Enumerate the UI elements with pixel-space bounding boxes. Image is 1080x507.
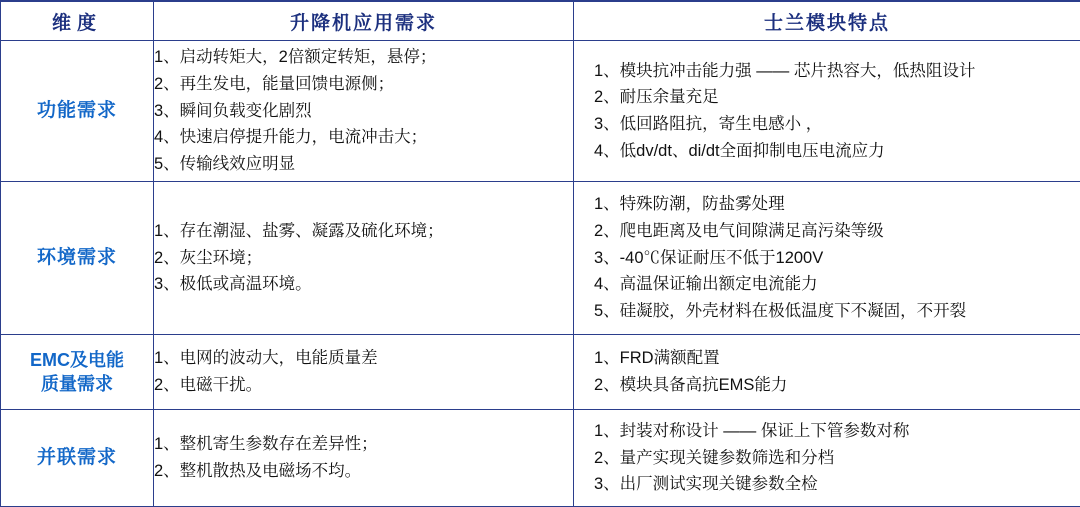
feature-line: 1、FRD满额配置	[594, 345, 1080, 372]
requirement-line: 2、整机散热及电磁场不均。	[154, 458, 573, 485]
requirement-line: 1、电网的波动大，电能质量差	[154, 345, 573, 372]
feature-line: 1、特殊防潮，防盐雾处理	[594, 191, 1080, 218]
feature-line: 3、低回路阻抗，寄生电感小 ，	[594, 111, 1080, 138]
column-header-requirements: 升降机应用需求	[154, 1, 574, 41]
feature-line: 4、高温保证输出额定电流能力	[594, 271, 1080, 298]
feature-line: 2、模块具备高抗EMS能力	[594, 372, 1080, 399]
requirements-cell-environment	[154, 182, 574, 335]
requirement-line: 1、整机寄生参数存在差异性；	[154, 431, 573, 458]
column-header-dimension: 维度	[1, 1, 154, 41]
dimension-label-line2: 质量需求	[1, 372, 153, 396]
feature-line: 3、出厂测试实现关键参数全检	[594, 471, 1080, 498]
dimension-label: 功能需求	[1, 98, 153, 124]
dimension-cell-function	[1, 41, 154, 182]
feature-line: 2、耐压余量充足	[594, 84, 1080, 111]
requirement-line: 4、快速启停提升能力，电流冲击大；	[154, 124, 573, 151]
dimension-label: 并联需求	[1, 445, 153, 471]
feature-line: 2、量产实现关键参数筛选和分档	[594, 445, 1080, 472]
features-cell-function	[574, 41, 1080, 182]
dimension-cell-emc	[1, 335, 154, 410]
requirement-line: 2、电磁干扰。	[154, 372, 573, 399]
dimension-label: 环境需求	[1, 245, 153, 271]
table-row	[1, 410, 1080, 507]
table-header-row	[1, 1, 1080, 41]
requirements-cell-parallel	[154, 410, 574, 507]
dimension-label-line1: EMC及电能	[1, 348, 153, 372]
features-cell-environment	[574, 182, 1080, 335]
requirement-line: 5、传输线效应明显	[154, 151, 573, 178]
table-row	[1, 335, 1080, 410]
dimension-cell-parallel	[1, 410, 154, 507]
dimension-cell-environment	[1, 182, 154, 335]
requirements-cell-function	[154, 41, 574, 182]
requirement-line: 3、瞬间负载变化剧烈	[154, 98, 573, 125]
column-header-features: 士兰模块特点	[574, 1, 1080, 41]
feature-line: 2、爬电距离及电气间隙满足高污染等级	[594, 218, 1080, 245]
features-cell-emc	[574, 335, 1080, 410]
features-cell-parallel	[574, 410, 1080, 507]
requirement-line: 2、灰尘环境；	[154, 245, 573, 272]
requirement-line: 1、启动转矩大，2倍额定转矩，悬停；	[154, 44, 573, 71]
table-row	[1, 41, 1080, 182]
requirements-cell-emc	[154, 335, 574, 410]
table-row	[1, 182, 1080, 335]
requirement-line: 2、再生发电，能量回馈电源侧；	[154, 71, 573, 98]
requirement-line: 1、存在潮湿、盐雾、凝露及硫化环境；	[154, 218, 573, 245]
feature-line: 5、硅凝胶，外壳材料在极低温度下不凝固，不开裂	[594, 298, 1080, 325]
feature-line: 1、封装对称设计 —— 保证上下管参数对称	[594, 418, 1080, 445]
feature-line: 1、模块抗冲击能力强 —— 芯片热容大，低热阻设计	[594, 58, 1080, 85]
requirement-line: 3、极低或高温环境。	[154, 271, 573, 298]
feature-line: 3、-40℃保证耐压不低于1200V	[594, 245, 1080, 272]
feature-line: 4、低dv/dt、di/dt全面抑制电压电流应力	[594, 138, 1080, 165]
